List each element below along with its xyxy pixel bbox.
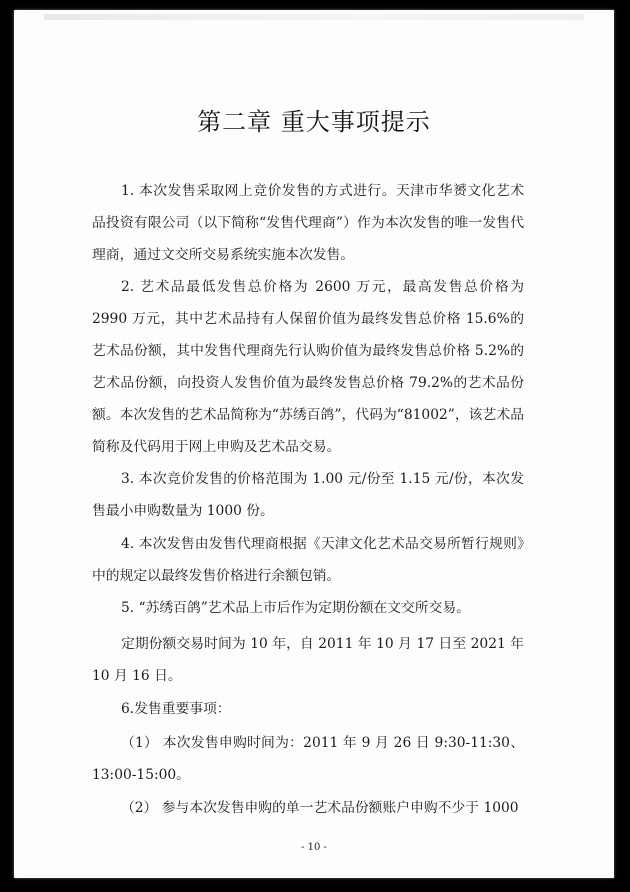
paragraph-2: 2. 艺术品最低发售总价格为 2600 万元，最高发售总价格为 2990 万元，其中艺术品持有人保留价值为最终发售总价格 15.6%的艺术品份额，其中发售代理商先行认购价值为最终发售总价格 5.2%的艺术品份额，向投资人发售价值为最终发售总价格 79.2%的艺术品份额。本次发售的艺术品简称为“苏绣百鸽”，代码为“81002”，该艺术品简称及代码用于网上申购及艺术品交易。: [92, 279, 524, 455]
paragraph-5: 5. “苏绣百鸽”艺术品上市后作为定期份额在文交所交易。: [120, 600, 470, 616]
page-number: - 10 -: [301, 842, 327, 853]
paragraph-3: 3. 本次竞价发售的价格范围为 1.00 元/份至 1.15 元/份，本次发售最小申购数量为 1000 份。: [92, 471, 524, 519]
paragraph-trading-period: 定期份额交易时间为 10 年，自 2011 年 10 月 17 日至 2021 年 10 月 16 日。: [92, 636, 524, 684]
paragraph-1: 1. 本次发售采取网上竞价发售的方式进行。天津市华赟文化艺术品投资有限公司（以下简称“发售代理商”）作为本次发售的唯一发售代理商，通过文交所交易系统实施本次发售。: [92, 183, 524, 263]
paragraph-4: 4. 本次发售由发售代理商根据《天津文化艺术品交易所暂行规则》中的规定以最终发售价格进行余额包销。: [92, 536, 524, 584]
document-page: [14, 10, 614, 878]
paragraph-6-1: （1） 本次发售申购时间为：2011 年 9 月 26 日 9:30-11:30、13:00-15:00。: [92, 735, 524, 783]
chapter-title: 第二章 重大事项提示: [197, 108, 431, 136]
paragraph-6: 6.发售重要事项：: [120, 701, 231, 717]
paragraph-6-2: （2） 参与本次发售申购的单一艺术品份额账户申购不少于 1000: [120, 800, 519, 816]
scan-artifact: [44, 14, 584, 20]
